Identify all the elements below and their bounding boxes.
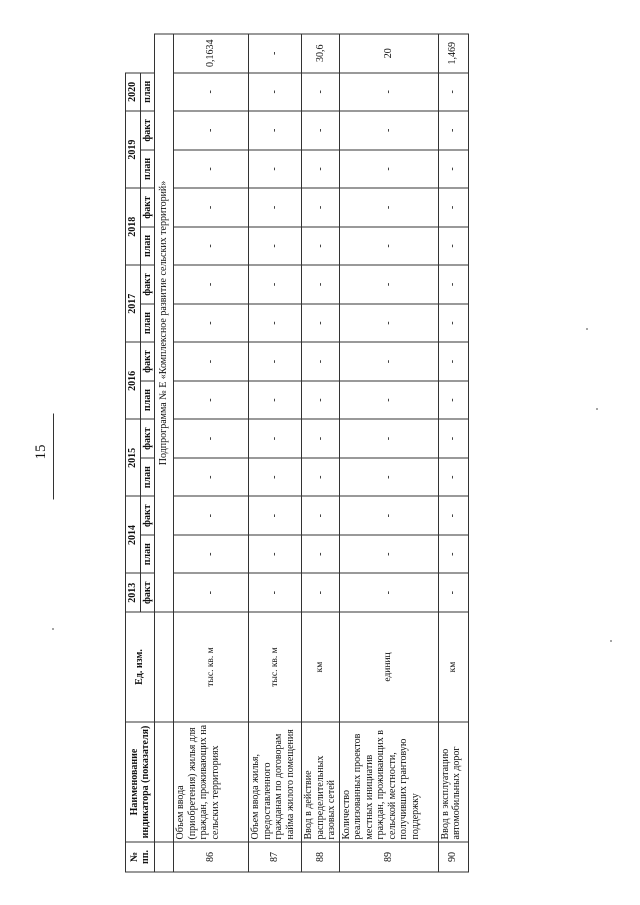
header-plan: план [140, 381, 155, 420]
cell: - [339, 342, 438, 381]
cell: - [339, 496, 438, 535]
cell: - [174, 342, 249, 381]
cell: - [302, 535, 340, 574]
cell: - [339, 458, 438, 497]
cell: - [302, 304, 340, 343]
cell: - [339, 381, 438, 420]
header-unit: Ед. изм. [126, 612, 155, 722]
cell: - [438, 150, 468, 189]
subprogram-title: Подпрограмма № Е «Комплексное развитие сельских территорий» [155, 34, 174, 612]
cell: - [438, 73, 468, 112]
cell: - [249, 535, 302, 574]
cell: - [438, 573, 468, 612]
cell: - [174, 535, 249, 574]
cell: - [174, 458, 249, 497]
cell: - [339, 304, 438, 343]
header-fact: факт [140, 573, 155, 612]
header-fact: факт [140, 496, 155, 535]
cell: - [249, 188, 302, 227]
cell: - [302, 419, 340, 458]
cell: - [174, 381, 249, 420]
row-name: Объем ввода (приобретения) жилья для граждан, проживающих на сельских территориях [174, 722, 249, 842]
cell: - [302, 188, 340, 227]
cell: - [249, 458, 302, 497]
row-unit: км [438, 612, 468, 722]
cell: - [249, 573, 302, 612]
row-num: 86 [174, 842, 249, 872]
header-year: 2018 [126, 188, 141, 265]
cell: - [302, 73, 340, 112]
header-plan: план [140, 150, 155, 189]
row-num: 89 [339, 842, 438, 872]
cell: - [249, 111, 302, 150]
header-year: 2014 [126, 496, 141, 573]
table-row [174, 34, 249, 872]
cell: - [438, 304, 468, 343]
header-fact: факт [140, 342, 155, 381]
cell: - [249, 381, 302, 420]
cell: 0,1634 [174, 34, 249, 73]
header-year: 2016 [126, 342, 141, 419]
cell: - [249, 150, 302, 189]
cell: - [249, 265, 302, 304]
scan-speck [586, 328, 588, 330]
cell: - [174, 150, 249, 189]
cell: - [339, 535, 438, 574]
row-unit: единиц [339, 612, 438, 722]
cell: - [438, 227, 468, 266]
header-year: 2017 [126, 265, 141, 342]
row-name: Ввод в действие распределительных газовых сетей [302, 722, 340, 842]
row-unit: км [302, 612, 340, 722]
cell: - [302, 573, 340, 612]
cell: - [249, 342, 302, 381]
header-fact: факт [140, 111, 155, 150]
cell: - [302, 342, 340, 381]
table-row [249, 34, 302, 872]
row-unit: тыс. кв. м [174, 612, 249, 722]
row-name: Ввод в эксплуатацию автомобильных дорог [438, 722, 468, 842]
cell: - [339, 227, 438, 266]
row-num: 90 [438, 842, 468, 872]
cell: - [174, 419, 249, 458]
cell: - [438, 496, 468, 535]
cell: - [249, 227, 302, 266]
cell: - [339, 150, 438, 189]
header-plan: план [140, 458, 155, 497]
cell: - [339, 73, 438, 112]
row-name: Объем ввода жилья, предоставленного гражданам по договорам найма жилого помещения [249, 722, 302, 842]
cell: - [249, 419, 302, 458]
cell: - [302, 265, 340, 304]
cell: - [174, 304, 249, 343]
scan-speck [596, 408, 598, 410]
cell: - [438, 188, 468, 227]
row-name: Количество реализованных проектов местных инициатив граждан, проживающих в сельской местности, получивших грантовую поддержку [339, 722, 438, 842]
row-num: 87 [249, 842, 302, 872]
rotated-page [15, 20, 625, 885]
cell: - [249, 73, 302, 112]
header-fact: факт [140, 265, 155, 304]
table-row [302, 34, 340, 872]
cell: - [174, 227, 249, 266]
header-fact: факт [140, 188, 155, 227]
header-fact: факт [140, 419, 155, 458]
cell: - [438, 265, 468, 304]
cell: - [339, 188, 438, 227]
table-row [339, 34, 438, 872]
cell: - [174, 265, 249, 304]
cell: - [438, 111, 468, 150]
header-plan: план [140, 227, 155, 266]
cell: - [302, 111, 340, 150]
cell: - [174, 73, 249, 112]
cell: - [302, 227, 340, 266]
cell: 1,469 [438, 34, 468, 73]
cell: - [302, 150, 340, 189]
page-number: 15 [33, 444, 49, 460]
cell: - [249, 496, 302, 535]
header-year: 2013 [126, 573, 141, 612]
header-plan: план [140, 535, 155, 574]
cell: - [438, 419, 468, 458]
cell: - [438, 458, 468, 497]
header-year: 2015 [126, 419, 141, 496]
cell: 20 [339, 34, 438, 73]
scan-speck [52, 628, 54, 630]
cell: - [302, 381, 340, 420]
indicator-table [125, 34, 469, 873]
cell: - [438, 535, 468, 574]
cell: - [339, 419, 438, 458]
cell: - [302, 458, 340, 497]
cell: - [438, 342, 468, 381]
cell: - [339, 573, 438, 612]
cell: - [249, 34, 302, 73]
header-plan: план [140, 73, 155, 112]
row-unit: тыс. кв. м [249, 612, 302, 722]
cell: - [339, 111, 438, 150]
header-name: Наименование индикатора (показателя) [126, 722, 155, 842]
row-num: 88 [302, 842, 340, 872]
cell: - [339, 265, 438, 304]
header-year: 2020 [126, 73, 141, 112]
cell: 30,6 [302, 34, 340, 73]
cell: - [174, 496, 249, 535]
separator-line [53, 414, 54, 500]
cell: - [174, 188, 249, 227]
scan-speck [610, 640, 612, 642]
header-year: 2019 [126, 111, 141, 188]
cell: - [249, 304, 302, 343]
header-plan: план [140, 304, 155, 343]
cell: - [438, 381, 468, 420]
table-row [438, 34, 468, 872]
cell: - [174, 573, 249, 612]
cell: - [302, 496, 340, 535]
header-num: № пп. [126, 842, 155, 872]
cell: - [174, 111, 249, 150]
